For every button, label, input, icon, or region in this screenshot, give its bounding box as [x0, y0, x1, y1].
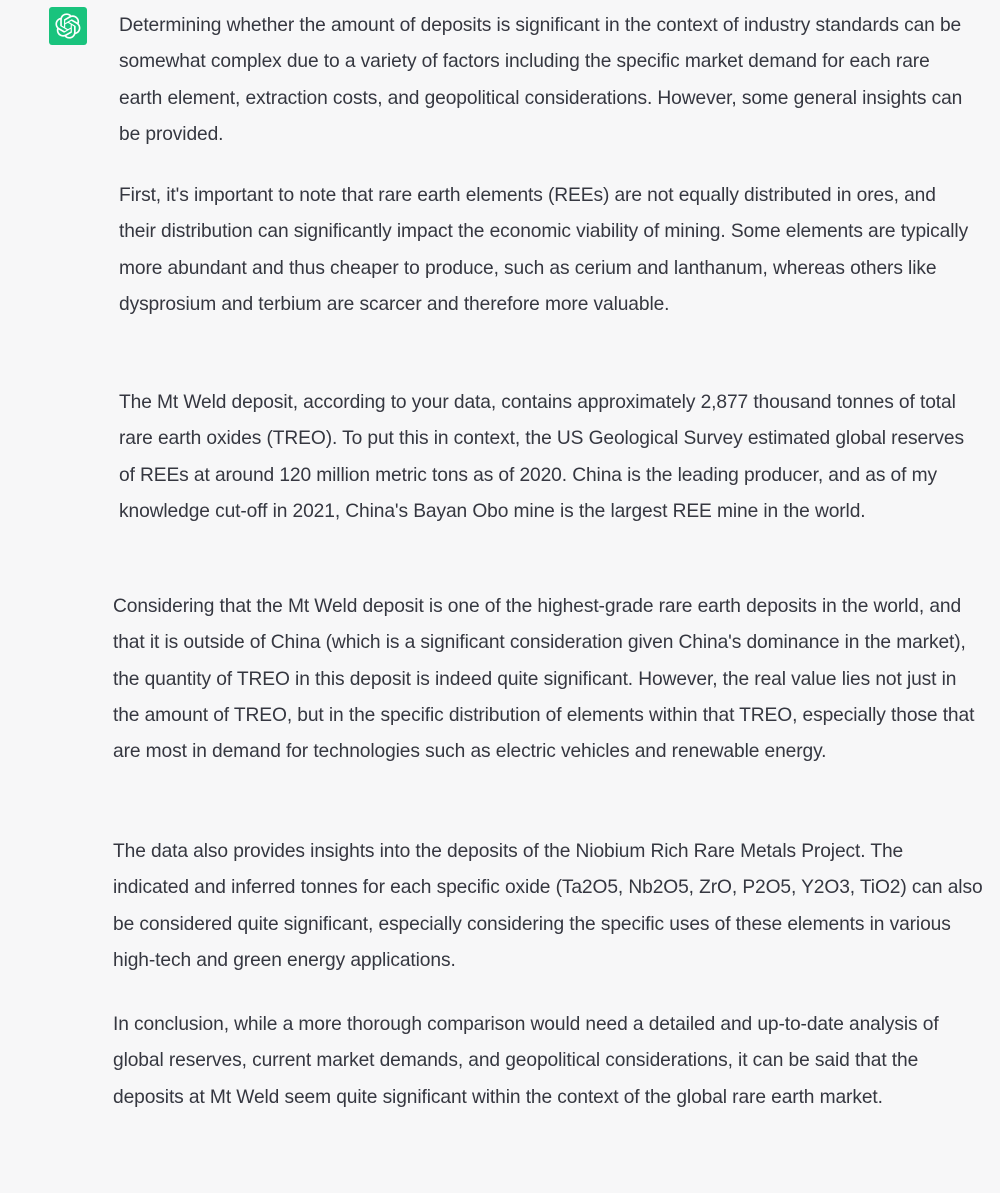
message-paragraph: In conclusion, while a more thorough comparison would need a detailed and up-to-date analysis of global reserves, current market demands, and geopolitical considerations, it can be said that the deposits at Mt Weld seem quite significant within the context of the global rare earth market.	[113, 1014, 939, 1108]
message-paragraph: The Mt Weld deposit, according to your data, contains approximately 2,877 thousand tonnes of total rare earth oxides (TREO). To put this in context, the US Geological Survey estimated global reserves of REEs at around 120 million metric tons as of 2020. China is the leading producer, and as of my knowledge cut-off in 2021, China's Bayan Obo mine is the largest REE mine in the world.	[119, 392, 964, 522]
message-paragraph: First, it's important to note that rare earth elements (REEs) are not equally distributed in ores, and their distribution can significantly impact the economic viability of mining. Some elements are typically more abundant and thus cheaper to produce, such as cerium and lanthanum, whereas others like dysprosium and terbium are scarcer and therefore more valuable.	[119, 185, 969, 315]
message-paragraph: The data also provides insights into the deposits of the Niobium Rich Rare Metals Project. The indicated and inferred tonnes for each specific oxide (Ta2O5, Nb2O5, ZrO, P2O5, Y2O3, TiO2) can also be considered quite significant, especially considering the specific uses of these elements in various high-tech and green energy applications.	[113, 841, 983, 971]
assistant-avatar	[49, 7, 87, 45]
message-paragraph: Determining whether the amount of deposits is significant in the context of industry standards can be somewhat complex due to a variety of factors including the specific market demand for each rare earth element, extraction costs, and geopolitical considerations. However, some general insights can be provided.	[119, 15, 963, 145]
openai-logo-icon	[55, 13, 81, 39]
message-paragraph: Considering that the Mt Weld deposit is one of the highest-grade rare earth deposits in the world, and that it is outside of China (which is a significant consideration given China's dominance in the market), the quantity of TREO in this deposit is indeed quite significant. However, the real value lies not just in the amount of TREO, but in the specific distribution of elements within that TREO, especially those that are most in demand for technologies such as electric vehicles and renewable energy.	[113, 596, 975, 763]
